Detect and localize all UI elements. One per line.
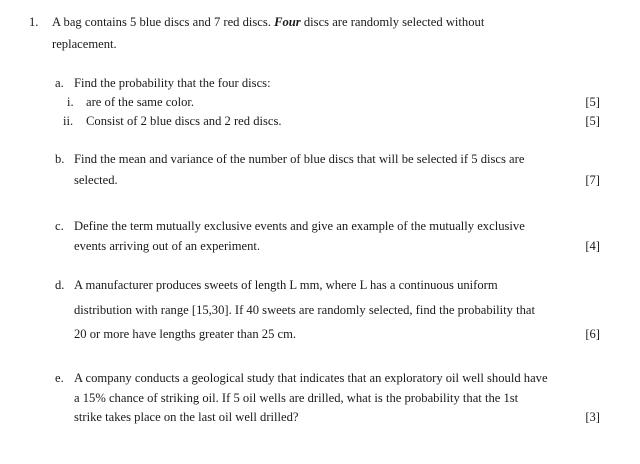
part-c-text-line-1: Define the term mutually exclusive events and give an example of the mutually exclusive <box>74 219 525 233</box>
part-b-text-line-2: selected. <box>74 173 118 187</box>
part-b-marks: [7] <box>585 173 600 187</box>
part-d-label: d. <box>55 278 65 292</box>
part-e-text-line-2: a 15% chance of striking oil. If 5 oil wells are drilled, what is the probability that the 1st <box>74 391 519 405</box>
part-d-text-line-3: 20 or more have lengths greater than 25 cm. <box>74 327 297 341</box>
part-e-text-line-3: strike takes place on the last oil well drilled? <box>74 410 299 424</box>
part-a-ii-label: ii. <box>63 114 74 128</box>
part-b-label: b. <box>55 152 65 166</box>
part-b-text-line-1: Find the mean and variance of the number of blue discs that will be selected if 5 discs are <box>74 152 525 166</box>
part-c-label: c. <box>55 219 64 233</box>
part-c-text-line-2: events arriving out of an experiment. <box>74 239 261 253</box>
question-stem-line-2: replacement. <box>52 37 117 51</box>
part-e-text-line-1: A company conducts a geological study that indicates that an exploratory oil well should have <box>74 371 548 385</box>
part-e-label: e. <box>55 371 64 385</box>
question-stem-text-1: A bag contains 5 blue discs and 7 red discs. <box>52 15 275 29</box>
part-a-ii-marks: [5] <box>585 114 600 128</box>
question-number: 1. <box>29 15 39 29</box>
part-c-marks: [4] <box>585 239 600 253</box>
part-e-marks: [3] <box>585 410 600 424</box>
part-a-i-label: i. <box>67 95 74 109</box>
part-a-text: Find the probability that the four discs: <box>74 76 271 90</box>
part-d-text-line-1: A manufacturer produces sweets of length L mm, where L has a continuous uniform <box>74 278 498 292</box>
part-d-marks: [6] <box>585 327 600 341</box>
part-a-label: a. <box>55 76 64 90</box>
part-a-ii-text: Consist of 2 blue discs and 2 red discs. <box>86 114 282 128</box>
part-a-i-marks: [5] <box>585 95 600 109</box>
part-d-text-line-2: distribution with range [15,30]. If 40 sweets are randomly selected, find the probability that <box>74 303 535 317</box>
question-stem-emphasis: Four <box>274 15 301 29</box>
question-stem-text-2: discs are randomly selected without <box>300 15 485 29</box>
part-a-i-text: are of the same color. <box>86 95 195 109</box>
question-stem-line-1 <box>52 14 484 30</box>
